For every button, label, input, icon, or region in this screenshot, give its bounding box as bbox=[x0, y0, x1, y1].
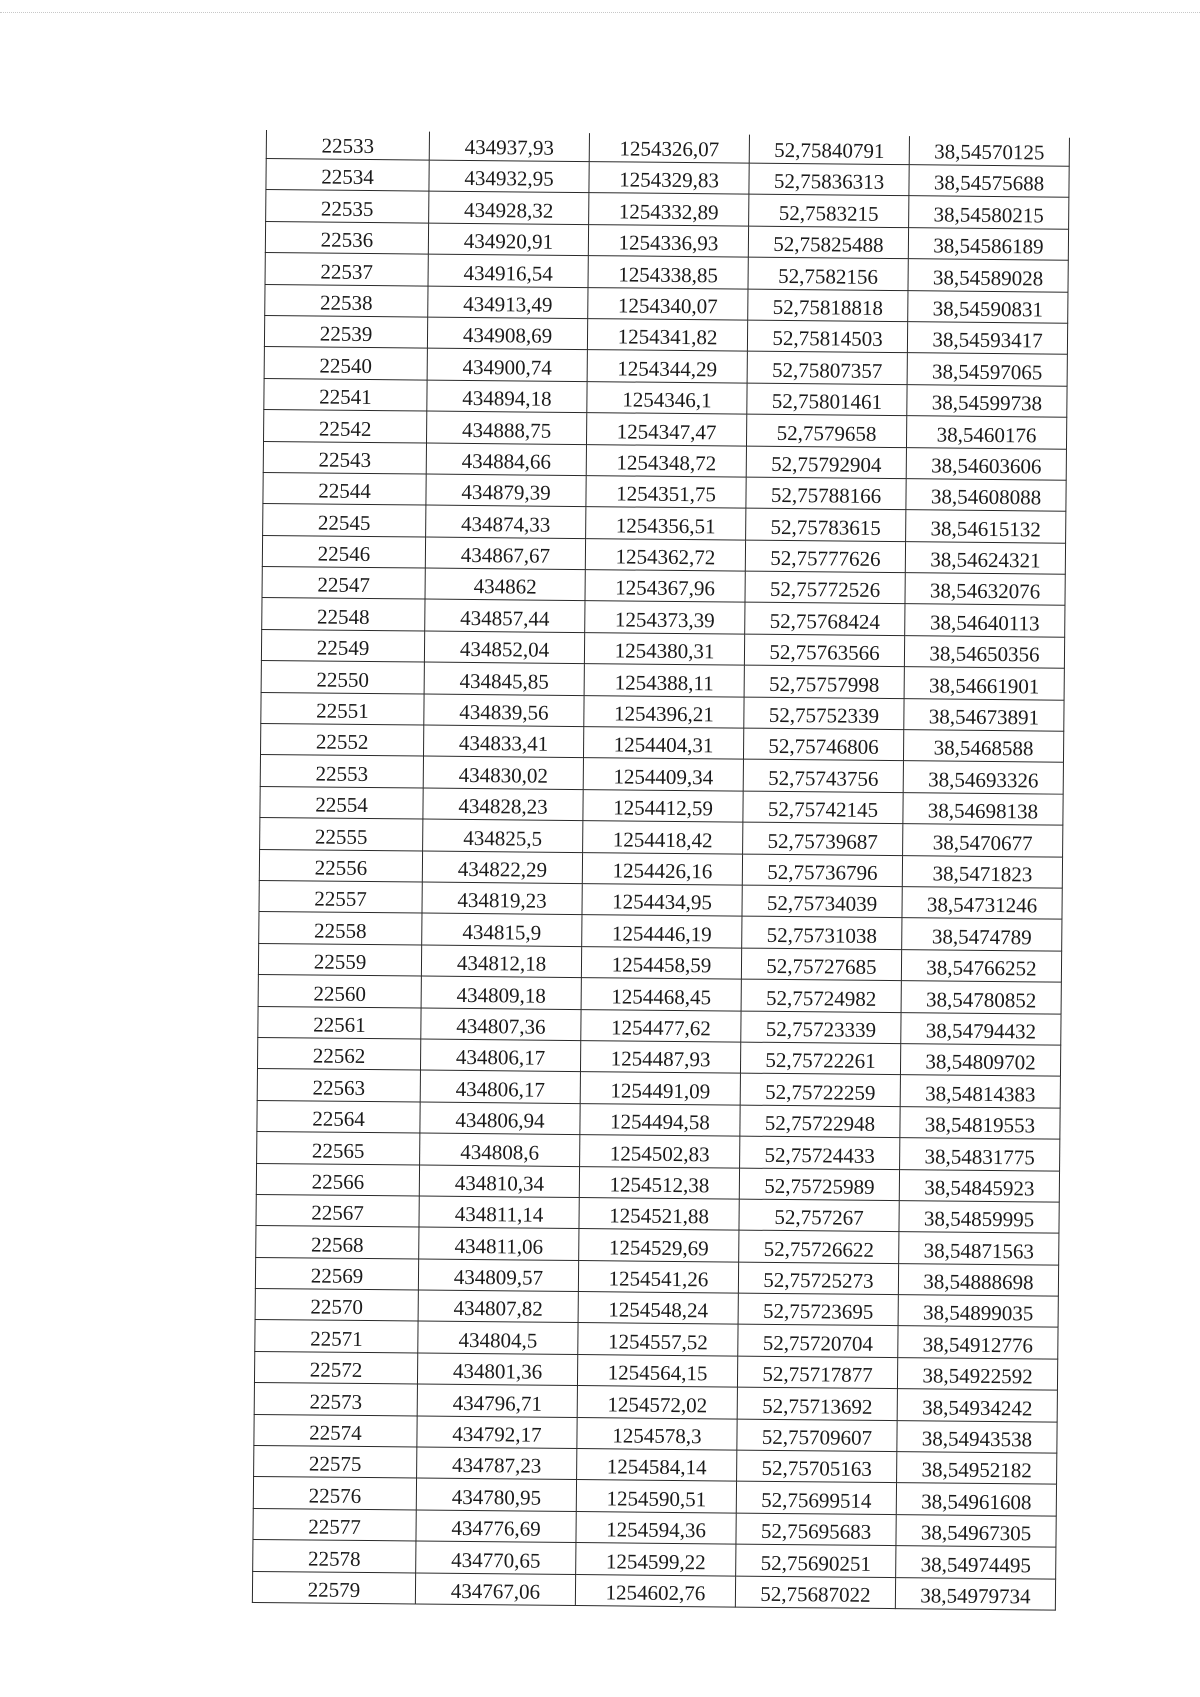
y-coordinate-cell: 1254521,88 bbox=[579, 1197, 739, 1230]
latitude-cell: 52,75742145 bbox=[743, 791, 903, 824]
latitude-cell: 52,75723695 bbox=[738, 1293, 898, 1326]
point-number-cell: 22541 bbox=[264, 378, 427, 411]
longitude-cell: 38,54814383 bbox=[900, 1075, 1060, 1108]
point-number-cell: 22535 bbox=[266, 190, 429, 223]
y-coordinate-cell: 1254348,72 bbox=[586, 444, 746, 477]
y-coordinate-cell: 1254446,19 bbox=[582, 915, 742, 948]
longitude-cell: 38,54766252 bbox=[901, 949, 1061, 982]
latitude-cell: 52,7579658 bbox=[746, 414, 906, 447]
longitude-cell: 38,54586189 bbox=[908, 227, 1068, 260]
longitude-cell: 38,54599738 bbox=[907, 384, 1067, 417]
x-coordinate-cell: 434822,29 bbox=[422, 851, 582, 884]
y-coordinate-cell: 1254491,09 bbox=[580, 1072, 740, 1105]
point-number-cell: 22566 bbox=[256, 1163, 419, 1196]
point-number-cell: 22554 bbox=[260, 786, 423, 819]
longitude-cell: 38,54593417 bbox=[907, 322, 1067, 355]
longitude-cell: 38,54794432 bbox=[901, 1012, 1061, 1045]
longitude-cell: 38,54640113 bbox=[905, 604, 1065, 637]
x-coordinate-cell: 434807,82 bbox=[418, 1290, 578, 1323]
longitude-cell: 38,5460176 bbox=[906, 416, 1066, 449]
x-coordinate-cell: 434806,17 bbox=[420, 1039, 580, 1072]
x-coordinate-cell: 434780,95 bbox=[416, 1478, 576, 1511]
latitude-cell: 52,75825488 bbox=[748, 226, 908, 259]
x-coordinate-cell: 434808,6 bbox=[420, 1133, 580, 1166]
point-number-cell: 22556 bbox=[259, 849, 422, 882]
x-coordinate-cell: 434828,23 bbox=[423, 788, 583, 821]
longitude-cell: 38,54809702 bbox=[900, 1044, 1060, 1077]
point-number-cell: 22537 bbox=[265, 253, 428, 286]
point-number-cell: 22577 bbox=[253, 1508, 416, 1541]
y-coordinate-cell: 1254512,38 bbox=[579, 1166, 739, 1199]
y-coordinate-cell: 1254332,89 bbox=[589, 193, 749, 226]
y-coordinate-cell: 1254380,31 bbox=[584, 632, 744, 665]
point-number-cell: 22548 bbox=[262, 598, 425, 631]
latitude-cell: 52,75807357 bbox=[747, 351, 907, 384]
latitude-cell: 52,75722259 bbox=[740, 1073, 900, 1106]
point-number-cell: 22564 bbox=[257, 1100, 420, 1133]
point-number-cell: 22575 bbox=[254, 1445, 417, 1478]
x-coordinate-cell: 434928,32 bbox=[429, 191, 589, 224]
x-coordinate-cell: 434937,93 bbox=[429, 132, 589, 162]
latitude-cell: 52,75724982 bbox=[741, 979, 901, 1012]
y-coordinate-cell: 1254356,51 bbox=[586, 507, 746, 540]
latitude-cell: 52,75743756 bbox=[743, 760, 903, 793]
point-number-cell: 22563 bbox=[257, 1069, 420, 1102]
x-coordinate-cell: 434776,69 bbox=[416, 1510, 576, 1543]
latitude-cell: 52,7582156 bbox=[748, 257, 908, 290]
longitude-cell: 38,54934242 bbox=[897, 1389, 1057, 1422]
point-number-cell: 22568 bbox=[256, 1226, 419, 1259]
coordinates-table-body bbox=[252, 130, 1069, 1610]
x-coordinate-cell: 434809,57 bbox=[418, 1259, 578, 1292]
x-coordinate-cell: 434830,02 bbox=[423, 756, 583, 789]
y-coordinate-cell: 1254487,93 bbox=[580, 1041, 740, 1074]
latitude-cell: 52,75752339 bbox=[744, 697, 904, 730]
latitude-cell: 52,75724433 bbox=[740, 1136, 900, 1169]
latitude-cell: 52,75725273 bbox=[738, 1262, 898, 1295]
y-coordinate-cell: 1254412,59 bbox=[583, 789, 743, 822]
y-coordinate-cell: 1254341,82 bbox=[587, 319, 747, 352]
latitude-cell: 52,75772526 bbox=[745, 571, 905, 604]
y-coordinate-cell: 1254557,52 bbox=[578, 1323, 738, 1356]
point-number-cell: 22569 bbox=[255, 1257, 418, 1290]
x-coordinate-cell: 434819,23 bbox=[422, 882, 582, 915]
y-coordinate-cell: 1254477,62 bbox=[581, 1009, 741, 1042]
y-coordinate-cell: 1254418,42 bbox=[583, 821, 743, 854]
x-coordinate-cell: 434801,36 bbox=[417, 1353, 577, 1386]
latitude-cell: 52,75722261 bbox=[740, 1042, 900, 1075]
x-coordinate-cell: 434809,18 bbox=[421, 976, 581, 1009]
x-coordinate-cell: 434862 bbox=[425, 568, 585, 601]
point-number-cell: 22534 bbox=[266, 159, 429, 192]
longitude-cell: 38,54859995 bbox=[899, 1201, 1059, 1234]
latitude-cell: 52,75727685 bbox=[741, 948, 901, 981]
point-number-cell: 22550 bbox=[261, 661, 424, 694]
point-number-cell: 22542 bbox=[264, 410, 427, 443]
coordinates-table bbox=[252, 130, 1070, 1611]
y-coordinate-cell: 1254564,15 bbox=[577, 1354, 737, 1387]
x-coordinate-cell: 434900,74 bbox=[427, 348, 587, 381]
longitude-cell: 38,54979734 bbox=[895, 1577, 1055, 1610]
x-coordinate-cell: 434879,39 bbox=[426, 474, 586, 507]
latitude-cell: 52,75731038 bbox=[742, 916, 902, 949]
latitude-cell: 52,75801461 bbox=[747, 383, 907, 416]
latitude-cell: 52,75768424 bbox=[745, 603, 905, 636]
point-number-cell: 22570 bbox=[255, 1289, 418, 1322]
x-coordinate-cell: 434806,94 bbox=[420, 1102, 580, 1135]
point-number-cell: 22565 bbox=[257, 1132, 420, 1165]
latitude-cell: 52,75722948 bbox=[740, 1105, 900, 1138]
x-coordinate-cell: 434874,33 bbox=[426, 505, 586, 538]
y-coordinate-cell: 1254590,51 bbox=[576, 1480, 736, 1513]
x-coordinate-cell: 434815,9 bbox=[422, 913, 582, 946]
x-coordinate-cell: 434894,18 bbox=[427, 380, 587, 413]
x-coordinate-cell: 434916,54 bbox=[428, 254, 588, 287]
point-number-cell: 22559 bbox=[258, 943, 421, 976]
latitude-cell: 52,75695683 bbox=[736, 1513, 896, 1546]
point-number-cell: 22549 bbox=[261, 629, 424, 662]
point-number-cell: 22552 bbox=[261, 724, 424, 757]
point-number-cell: 22545 bbox=[263, 504, 426, 537]
longitude-cell: 38,54589028 bbox=[908, 259, 1068, 292]
x-coordinate-cell: 434913,49 bbox=[428, 286, 588, 319]
y-coordinate-cell: 1254336,93 bbox=[588, 224, 748, 257]
point-number-cell: 22576 bbox=[253, 1477, 416, 1510]
y-coordinate-cell: 1254347,47 bbox=[586, 413, 746, 446]
longitude-cell: 38,54673891 bbox=[904, 698, 1064, 731]
point-number-cell: 22544 bbox=[263, 472, 426, 505]
y-coordinate-cell: 1254326,07 bbox=[589, 133, 749, 163]
latitude-cell: 52,75720704 bbox=[738, 1325, 898, 1358]
longitude-cell: 38,54570125 bbox=[909, 136, 1069, 166]
latitude-cell: 52,75705163 bbox=[737, 1450, 897, 1483]
x-coordinate-cell: 434845,85 bbox=[424, 662, 584, 695]
point-number-cell: 22533 bbox=[266, 130, 429, 160]
longitude-cell: 38,54603606 bbox=[906, 447, 1066, 480]
latitude-cell: 52,75840791 bbox=[749, 135, 909, 165]
longitude-cell: 38,54845923 bbox=[899, 1169, 1059, 1202]
y-coordinate-cell: 1254362,72 bbox=[585, 538, 745, 571]
y-coordinate-cell: 1254599,22 bbox=[576, 1543, 736, 1576]
latitude-cell: 52,75792904 bbox=[746, 446, 906, 479]
point-number-cell: 22560 bbox=[258, 975, 421, 1008]
longitude-cell: 38,54632076 bbox=[905, 573, 1065, 606]
y-coordinate-cell: 1254388,11 bbox=[584, 664, 744, 697]
x-coordinate-cell: 434811,06 bbox=[419, 1227, 579, 1260]
longitude-cell: 38,54650356 bbox=[904, 636, 1064, 669]
x-coordinate-cell: 434884,66 bbox=[426, 443, 586, 476]
x-coordinate-cell: 434810,34 bbox=[419, 1165, 579, 1198]
y-coordinate-cell: 1254584,14 bbox=[577, 1449, 737, 1482]
y-coordinate-cell: 1254367,96 bbox=[585, 570, 745, 603]
y-coordinate-cell: 1254426,16 bbox=[582, 852, 742, 885]
x-coordinate-cell: 434857,44 bbox=[425, 600, 585, 633]
x-coordinate-cell: 434770,65 bbox=[416, 1541, 576, 1574]
point-number-cell: 22561 bbox=[258, 1006, 421, 1039]
point-number-cell: 22540 bbox=[264, 347, 427, 380]
longitude-cell: 38,54608088 bbox=[906, 479, 1066, 512]
y-coordinate-cell: 1254329,83 bbox=[589, 162, 749, 195]
longitude-cell: 38,54922592 bbox=[897, 1357, 1057, 1390]
point-number-cell: 22572 bbox=[254, 1351, 417, 1384]
y-coordinate-cell: 1254373,39 bbox=[585, 601, 745, 634]
y-coordinate-cell: 1254529,69 bbox=[579, 1229, 739, 1262]
longitude-cell: 38,54943538 bbox=[897, 1420, 1057, 1453]
longitude-cell: 38,54731246 bbox=[902, 887, 1062, 920]
longitude-cell: 38,54575688 bbox=[909, 165, 1069, 198]
latitude-cell: 52,75734039 bbox=[742, 885, 902, 918]
point-number-cell: 22557 bbox=[259, 880, 422, 913]
longitude-cell: 38,5468588 bbox=[903, 730, 1063, 763]
latitude-cell: 52,75818818 bbox=[748, 289, 908, 322]
longitude-cell: 38,54580215 bbox=[909, 196, 1069, 229]
x-coordinate-cell: 434825,5 bbox=[423, 819, 583, 852]
x-coordinate-cell: 434852,04 bbox=[424, 631, 584, 664]
y-coordinate-cell: 1254351,75 bbox=[586, 475, 746, 508]
y-coordinate-cell: 1254346,1 bbox=[587, 381, 747, 414]
longitude-cell: 38,54780852 bbox=[901, 981, 1061, 1014]
x-coordinate-cell: 434806,17 bbox=[420, 1070, 580, 1103]
latitude-cell: 52,75763566 bbox=[744, 634, 904, 667]
x-coordinate-cell: 434833,41 bbox=[423, 725, 583, 758]
point-number-cell: 22578 bbox=[253, 1540, 416, 1573]
latitude-cell: 52,75757998 bbox=[744, 665, 904, 698]
point-number-cell: 22562 bbox=[257, 1037, 420, 1070]
longitude-cell: 38,5474789 bbox=[902, 918, 1062, 951]
latitude-cell: 52,75777626 bbox=[745, 540, 905, 573]
y-coordinate-cell: 1254502,83 bbox=[580, 1135, 740, 1168]
point-number-cell: 22538 bbox=[265, 284, 428, 317]
longitude-cell: 38,54952182 bbox=[897, 1452, 1057, 1485]
longitude-cell: 38,54888698 bbox=[898, 1263, 1058, 1296]
latitude-cell: 52,75726622 bbox=[739, 1230, 899, 1263]
x-coordinate-cell: 434811,14 bbox=[419, 1196, 579, 1229]
x-coordinate-cell: 434867,67 bbox=[425, 537, 585, 570]
longitude-cell: 38,54819553 bbox=[900, 1106, 1060, 1139]
scan-edge-line bbox=[0, 12, 1200, 13]
point-number-cell: 22579 bbox=[252, 1571, 415, 1604]
longitude-cell: 38,5471823 bbox=[902, 855, 1062, 888]
longitude-cell: 38,54615132 bbox=[906, 510, 1066, 543]
latitude-cell: 52,75690251 bbox=[736, 1544, 896, 1577]
y-coordinate-cell: 1254344,29 bbox=[587, 350, 747, 383]
point-number-cell: 22553 bbox=[260, 755, 423, 788]
y-coordinate-cell: 1254434,95 bbox=[582, 884, 742, 917]
latitude-cell: 52,75717877 bbox=[737, 1356, 897, 1389]
point-number-cell: 22567 bbox=[256, 1194, 419, 1227]
point-number-cell: 22574 bbox=[254, 1414, 417, 1447]
latitude-cell: 52,75736796 bbox=[742, 854, 902, 887]
longitude-cell: 38,54967305 bbox=[896, 1514, 1056, 1547]
point-number-cell: 22536 bbox=[265, 221, 428, 254]
y-coordinate-cell: 1254578,3 bbox=[577, 1417, 737, 1450]
point-number-cell: 22573 bbox=[254, 1383, 417, 1416]
x-coordinate-cell: 434807,36 bbox=[421, 1008, 581, 1041]
latitude-cell: 52,75699514 bbox=[736, 1481, 896, 1514]
longitude-cell: 38,54624321 bbox=[905, 541, 1065, 574]
latitude-cell: 52,75739687 bbox=[743, 822, 903, 855]
latitude-cell: 52,75687022 bbox=[735, 1576, 895, 1609]
point-number-cell: 22547 bbox=[262, 567, 425, 600]
x-coordinate-cell: 434804,5 bbox=[418, 1321, 578, 1354]
x-coordinate-cell: 434920,91 bbox=[428, 223, 588, 256]
longitude-cell: 38,54590831 bbox=[908, 290, 1068, 323]
latitude-cell: 52,75725989 bbox=[739, 1168, 899, 1201]
x-coordinate-cell: 434767,06 bbox=[415, 1573, 575, 1606]
latitude-cell: 52,75746806 bbox=[743, 728, 903, 761]
latitude-cell: 52,75709607 bbox=[737, 1419, 897, 1452]
y-coordinate-cell: 1254541,26 bbox=[578, 1260, 738, 1293]
longitude-cell: 38,54661901 bbox=[904, 667, 1064, 700]
x-coordinate-cell: 434812,18 bbox=[421, 945, 581, 978]
y-coordinate-cell: 1254594,36 bbox=[576, 1511, 736, 1544]
y-coordinate-cell: 1254602,76 bbox=[575, 1574, 735, 1607]
longitude-cell: 38,54899035 bbox=[898, 1295, 1058, 1328]
x-coordinate-cell: 434792,17 bbox=[417, 1416, 577, 1449]
point-number-cell: 22555 bbox=[260, 818, 423, 851]
y-coordinate-cell: 1254396,21 bbox=[584, 695, 744, 728]
longitude-cell: 38,54693326 bbox=[903, 761, 1063, 794]
latitude-cell: 52,75713692 bbox=[737, 1387, 897, 1420]
y-coordinate-cell: 1254340,07 bbox=[588, 287, 748, 320]
longitude-cell: 38,54871563 bbox=[899, 1232, 1059, 1265]
latitude-cell: 52,75836313 bbox=[749, 163, 909, 196]
longitude-cell: 38,5470677 bbox=[903, 824, 1063, 857]
latitude-cell: 52,75814503 bbox=[747, 320, 907, 353]
y-coordinate-cell: 1254572,02 bbox=[577, 1386, 737, 1419]
longitude-cell: 38,54831775 bbox=[900, 1138, 1060, 1171]
point-number-cell: 22543 bbox=[263, 441, 426, 474]
x-coordinate-cell: 434787,23 bbox=[417, 1447, 577, 1480]
y-coordinate-cell: 1254548,24 bbox=[578, 1292, 738, 1325]
x-coordinate-cell: 434796,71 bbox=[417, 1384, 577, 1417]
x-coordinate-cell: 434908,69 bbox=[427, 317, 587, 350]
y-coordinate-cell: 1254458,59 bbox=[581, 946, 741, 979]
x-coordinate-cell: 434888,75 bbox=[427, 411, 587, 444]
longitude-cell: 38,54961608 bbox=[896, 1483, 1056, 1516]
longitude-cell: 38,54912776 bbox=[898, 1326, 1058, 1359]
longitude-cell: 38,54698138 bbox=[903, 792, 1063, 825]
x-coordinate-cell: 434839,56 bbox=[424, 694, 584, 727]
x-coordinate-cell: 434932,95 bbox=[429, 160, 589, 193]
y-coordinate-cell: 1254468,45 bbox=[581, 978, 741, 1011]
y-coordinate-cell: 1254409,34 bbox=[583, 758, 743, 791]
point-number-cell: 22539 bbox=[264, 315, 427, 348]
latitude-cell: 52,757267 bbox=[739, 1199, 899, 1232]
point-number-cell: 22551 bbox=[261, 692, 424, 725]
point-number-cell: 22546 bbox=[262, 535, 425, 568]
y-coordinate-cell: 1254494,58 bbox=[580, 1103, 740, 1136]
longitude-cell: 38,54597065 bbox=[907, 353, 1067, 386]
point-number-cell: 22571 bbox=[255, 1320, 418, 1353]
y-coordinate-cell: 1254404,31 bbox=[583, 727, 743, 760]
latitude-cell: 52,75783615 bbox=[746, 508, 906, 541]
latitude-cell: 52,75788166 bbox=[746, 477, 906, 510]
latitude-cell: 52,7583215 bbox=[749, 195, 909, 228]
y-coordinate-cell: 1254338,85 bbox=[588, 256, 748, 289]
latitude-cell: 52,75723339 bbox=[741, 1011, 901, 1044]
point-number-cell: 22558 bbox=[259, 912, 422, 945]
longitude-cell: 38,54974495 bbox=[896, 1546, 1056, 1579]
